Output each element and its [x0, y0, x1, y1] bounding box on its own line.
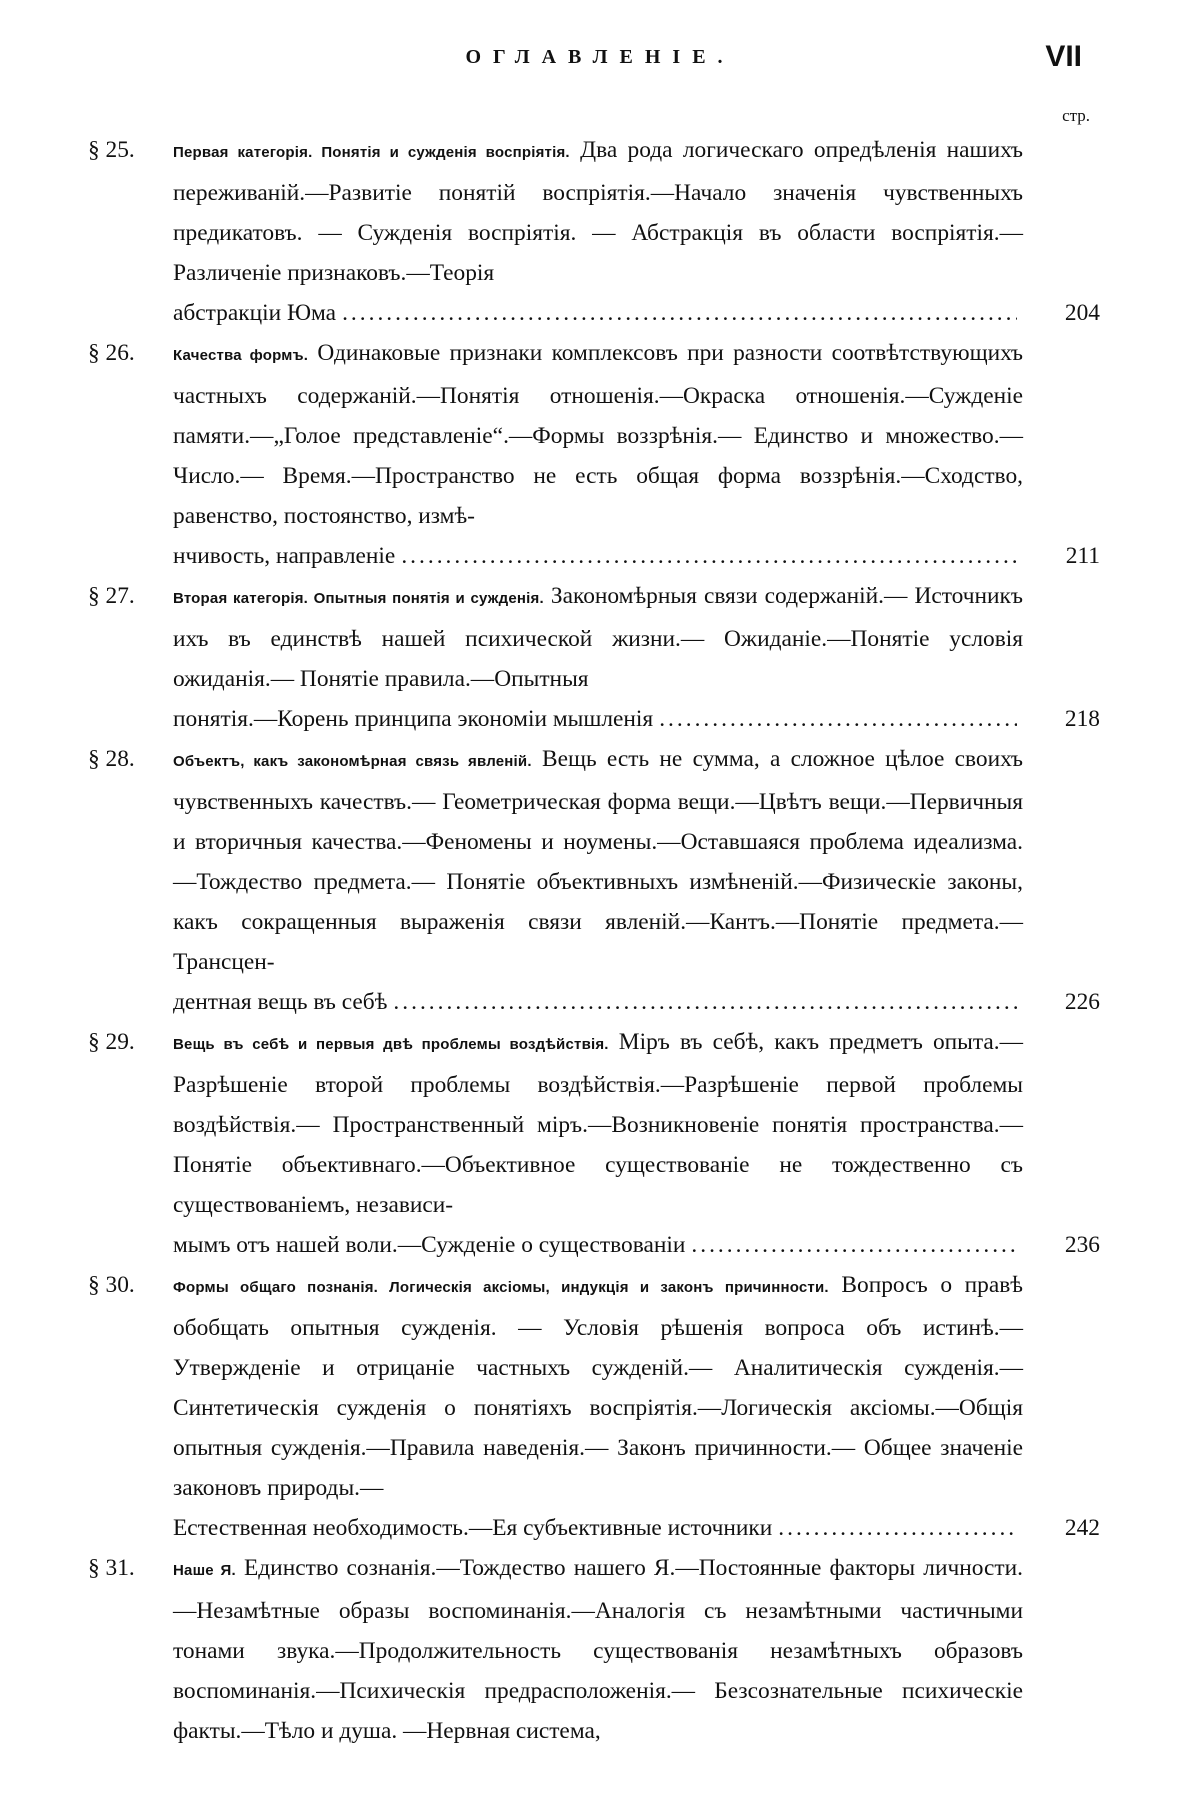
entry-last-line [173, 536, 1023, 576]
page-header [0, 40, 1200, 80]
section-number: § 29. [88, 1029, 135, 1055]
entry-text: Два рода логическаго опредѣленія нашихъ переживаній.—Развитіе понятій воспріятія.—Начало значенія чувственныхъ предикатовъ. — Сужденія воспріятія. — Абстракція въ области воспріятія.—Различеніе признаковъ.—Теорія [173, 137, 1023, 286]
entry-title: Объектъ, какъ закономѣрная связь явленій. [173, 753, 532, 770]
entry-text: Вещь есть не сумма, а сложное цѣлое своихъ чувственныхъ качествъ.— Геометрическая форма вещи.—Цвѣтъ вещи.—Первичныя и вторичныя качества.—Феномены и ноумены.—Оставшаяся проблема идеализма.—Тождество предмета.— Понятіе объективныхъ измѣненій.—Физическіе законы, какъ сокращенныя выраженія связи явленій.—Кантъ.—Понятіе предмета.—Трансцен- [173, 746, 1023, 975]
dot-leader [401, 536, 1017, 576]
section-number: § 31. [88, 1555, 135, 1581]
toc-entry-25 [88, 130, 1100, 333]
entry-title: Вещь въ себѣ и первыя двѣ проблемы воздѣйствія. [173, 1036, 609, 1053]
entry-last-text: дентная вещь въ себѣ [173, 989, 388, 1015]
entry-page: 218 [1064, 706, 1100, 732]
entry-body [173, 739, 1023, 982]
entry-text: Одинаковые признаки комплексовъ при разности соотвѣтствующихъ частныхъ содержаній.—Понятія отношенія.—Окраска отношенія.—Сужденіе памяти.—„Голое представленіе“.—Формы воззрѣнія.— Единство и множество.— Число.— Время.—Пространство не есть общая форма воззрѣнія.—Сходство, равенство, постоянство, измѣ- [173, 340, 1023, 529]
entry-last-text: абстракціи Юма [173, 300, 337, 326]
entry-page: 236 [1064, 1232, 1100, 1258]
entry-last-text: мымъ отъ нашей воли.—Сужденіе о существованіи [173, 1232, 686, 1258]
entry-title: Первая категорія. Понятія и сужденія воспріятія. [173, 144, 570, 161]
toc-entry-29 [88, 1022, 1100, 1265]
entry-last-line [173, 1508, 1023, 1548]
entry-body [173, 576, 1023, 699]
section-number: § 30. [88, 1272, 135, 1298]
table-of-contents [88, 130, 1100, 1751]
section-number: § 26. [88, 340, 135, 366]
toc-entry-30 [88, 1265, 1100, 1548]
toc-entry-27 [88, 576, 1100, 739]
dot-leader [691, 1225, 1017, 1265]
entry-last-line [173, 699, 1023, 739]
entry-body [173, 130, 1023, 293]
entry-last-text: Естественная необходимость.—Ея субъективные источники [173, 1515, 773, 1541]
page-title: ОГЛАВЛЕНІЕ. [465, 46, 735, 68]
entry-body [173, 1548, 1023, 1751]
dot-leader [778, 1508, 1017, 1548]
entry-last-text: понятія.—Корень принципа экономіи мышленія [173, 706, 654, 732]
dot-leader [393, 982, 1017, 1022]
entry-body [173, 1022, 1023, 1225]
entry-text: Единство сознанія.—Тождество нашего Я.—Постоянные факторы личности.—Незамѣтные образы воспоминанія.—Аналогія съ незамѣтными частичными тонами звука.—Продолжительность существованія незамѣтныхъ образовъ воспоминанія.—Психическія предрасположенія.— Безсознательные психическіе факты.—Тѣло и душа. —Нервная система, [173, 1555, 1023, 1744]
toc-entry-28 [88, 739, 1100, 1022]
section-number: § 27. [88, 583, 135, 609]
toc-entry-26 [88, 333, 1100, 576]
entry-body [173, 333, 1023, 536]
entry-body [173, 1265, 1023, 1508]
entry-title: Вторая категорія. Опытныя понятія и сужденія. [173, 590, 544, 607]
entry-text: Вопросъ о правѣ обобщать опытныя сужденія. — Условія рѣшенія вопроса объ истинѣ.—Утвержденіе и отрицаніе частныхъ сужденій.— Аналитическія сужденія.—Синтетическія сужденія о понятіяхъ воспріятія.—Логическія аксіомы.—Общія опытныя сужденія.—Правила наведенія.— Законъ причинности.— Общее значеніе законовъ природы.— [173, 1272, 1023, 1501]
entry-title: Наше Я. [173, 1562, 236, 1579]
entry-text: Закономѣрныя связи содержаній.— Источникъ ихъ въ единствѣ нашей психической жизни.— Ожиданіе.—Понятіе условія ожиданія.— Понятіе правила.—Опытныя [173, 583, 1023, 692]
dot-leader [342, 293, 1017, 333]
section-number: § 28. [88, 746, 135, 772]
entry-text: Міръ въ себѣ, какъ предметъ опыта.— Разрѣшеніе второй проблемы воздѣйствія.—Разрѣшеніе первой проблемы воздѣйствія.— Пространственный міръ.—Возникновеніе понятія пространства.—Понятіе объективнаго.—Объективное существованіе не тождественно съ существованіемъ, независи- [173, 1029, 1024, 1218]
entry-page: 226 [1064, 989, 1100, 1015]
toc-entry-31 [88, 1548, 1100, 1751]
entry-last-line [173, 982, 1023, 1022]
entry-last-text: нчивость, направленіе [173, 543, 396, 569]
entry-title: Качества формъ. [173, 347, 309, 364]
dot-leader [659, 699, 1017, 739]
entry-title: Формы общаго познанія. Логическія аксіомы, индукція и законъ причинности. [173, 1279, 829, 1296]
entry-last-line [173, 293, 1023, 333]
entry-page: 204 [1064, 300, 1100, 326]
page-number: VII [1045, 40, 1082, 73]
page-column-label: стр. [1062, 106, 1090, 125]
entry-page: 211 [1065, 543, 1100, 569]
entry-last-line [173, 1225, 1023, 1265]
section-number: § 25. [88, 137, 135, 163]
entry-page: 242 [1064, 1515, 1100, 1541]
